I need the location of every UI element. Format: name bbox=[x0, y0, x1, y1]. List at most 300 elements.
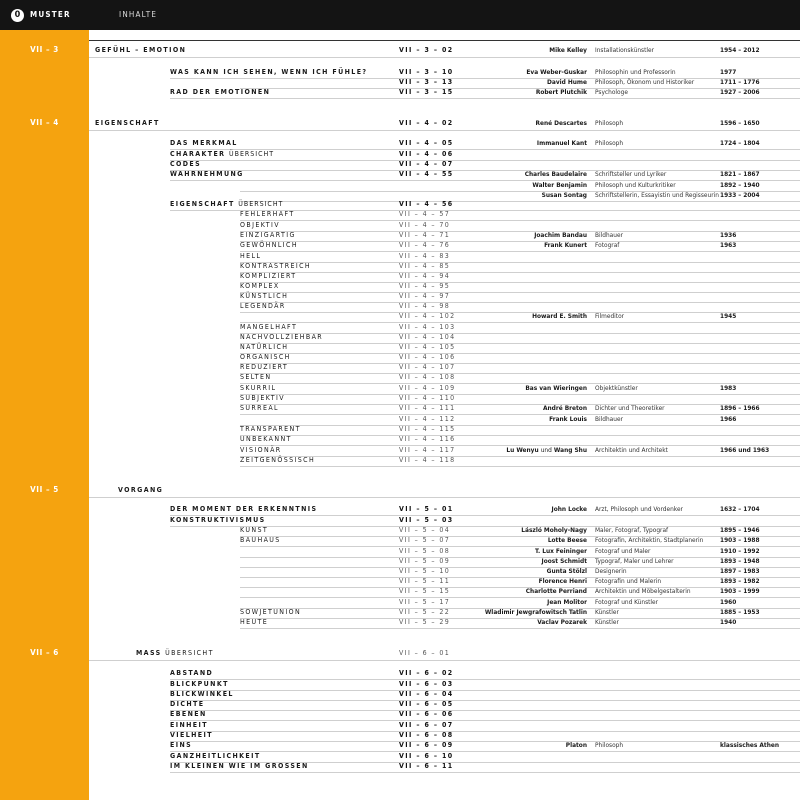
toc-item bbox=[240, 261, 311, 271]
person-name-text: Vaclav Pozarek bbox=[537, 618, 587, 626]
toc-item bbox=[170, 504, 317, 514]
person-name-text: László Moholy-Nagy bbox=[521, 526, 587, 534]
toc-item bbox=[240, 424, 301, 434]
person-description: Bildhauer bbox=[595, 231, 623, 239]
person-years: 1966 bbox=[720, 415, 737, 423]
person-years: 1903 – 1988 bbox=[720, 536, 760, 544]
section-code: VII – 3 bbox=[30, 45, 59, 54]
person-name bbox=[549, 45, 587, 55]
toc-item bbox=[240, 434, 292, 444]
toc-code: VII – 4 – 116 bbox=[399, 435, 456, 443]
toc-code: VII – 3 – 13 bbox=[399, 78, 454, 86]
person-name bbox=[537, 617, 587, 627]
toc-item-label: ABSTAND bbox=[170, 669, 214, 677]
rule-line bbox=[89, 130, 800, 131]
toc-item bbox=[170, 668, 213, 678]
rule-line bbox=[170, 679, 800, 680]
person-years: 1966 und 1963 bbox=[720, 446, 770, 454]
toc-item-label: REDUZIERT bbox=[240, 363, 289, 371]
rule-line bbox=[240, 618, 800, 619]
toc-item-label: BLICKWINKEL bbox=[170, 690, 234, 698]
person-name bbox=[566, 740, 587, 750]
person-name-text: Joachim Bandau bbox=[534, 231, 587, 239]
toc-item bbox=[170, 159, 201, 169]
toc-code: VII – 4 – 97 bbox=[399, 292, 451, 300]
rule-line bbox=[170, 700, 800, 701]
person-name-and: und bbox=[540, 446, 552, 454]
person-name-text: René Descartes bbox=[535, 119, 587, 127]
person-name-text: Frank Louis bbox=[549, 415, 587, 423]
person-name-text: Susan Sontag bbox=[541, 191, 587, 199]
toc-code: VII – 6 – 11 bbox=[399, 762, 454, 770]
person-description: Filmeditor bbox=[595, 312, 625, 320]
person-name bbox=[547, 566, 587, 576]
person-name bbox=[535, 546, 587, 556]
toc-item-label: NATÜRLICH bbox=[240, 343, 289, 351]
person-description: Architektin und Möbelgestalterin bbox=[595, 587, 691, 595]
toc-code: VII – 4 – 104 bbox=[399, 333, 456, 341]
toc-item-label: FEHLERHAFT bbox=[240, 210, 295, 218]
person-name bbox=[526, 67, 587, 77]
person-description: Schriftstellerin, Essayistin und Regisseurin bbox=[595, 191, 719, 199]
toc-item-label: GANZHEITLICHKEIT bbox=[170, 752, 261, 760]
person-description: Philosoph bbox=[595, 139, 624, 147]
toc-code: VII – 5 – 04 bbox=[399, 526, 451, 534]
toc-item-label: DICHTE bbox=[170, 700, 205, 708]
rule-line bbox=[240, 272, 800, 273]
toc-code: VII – 4 – 110 bbox=[399, 394, 456, 402]
person-name-text: Lu Wenyu bbox=[506, 446, 539, 454]
toc-item bbox=[240, 403, 279, 413]
toc-item-label: UNBEKANNT bbox=[240, 435, 292, 443]
rule-line bbox=[240, 587, 800, 588]
toc-item bbox=[170, 761, 309, 771]
person-description: Arzt, Philosoph und Vordenker bbox=[595, 505, 683, 513]
toc-item-label: SOWJETUNION bbox=[240, 608, 302, 616]
toc-item bbox=[240, 362, 288, 372]
person-description: Typograf, Maler und Lehrer bbox=[595, 557, 674, 565]
person-name bbox=[525, 383, 587, 393]
toc-item-label: ZEITGENÖSSISCH bbox=[240, 456, 316, 464]
toc-item-label: WAHRNEHMUNG bbox=[170, 170, 244, 178]
rule-line bbox=[240, 597, 800, 598]
rule-line bbox=[240, 282, 800, 283]
person-description: Philosoph bbox=[595, 741, 624, 749]
toc-code: VII – 5 – 09 bbox=[399, 557, 451, 565]
person-name-text: Lotte Beese bbox=[547, 536, 587, 544]
rule-line bbox=[240, 425, 800, 426]
toc-code: VII – 4 – 55 bbox=[399, 170, 454, 178]
toc-code: VII – 4 – 70 bbox=[399, 221, 451, 229]
toc-code: VII – 4 – 85 bbox=[399, 262, 451, 270]
toc-item-label: HELL bbox=[240, 252, 262, 260]
person-years: klassisches Athen bbox=[720, 741, 780, 749]
rule-line bbox=[240, 435, 800, 436]
person-name-text: Wladimir Jewgrafowitsch Tatlin bbox=[484, 608, 587, 616]
person-description: Fotograf bbox=[595, 241, 620, 249]
person-name-text: Mike Kelley bbox=[549, 46, 587, 54]
person-years: 1885 – 1953 bbox=[720, 608, 760, 616]
toc-item bbox=[240, 301, 286, 311]
toc-item-label: BLICKPUNKT bbox=[170, 680, 229, 688]
toc-code: VII – 4 – 115 bbox=[399, 425, 456, 433]
toc-item bbox=[240, 291, 288, 301]
rule-line bbox=[240, 363, 800, 364]
person-name bbox=[485, 607, 587, 617]
toc-code: VII – 5 – 01 bbox=[399, 505, 454, 513]
rule-line bbox=[240, 383, 800, 384]
toc-code: VII – 4 – 105 bbox=[399, 343, 456, 351]
toc-code: VII – 4 – 57 bbox=[399, 210, 451, 218]
person-years: 1936 bbox=[720, 231, 737, 239]
person-name bbox=[548, 535, 587, 545]
toc-item-label: EINS bbox=[170, 741, 193, 749]
toc-item bbox=[240, 240, 298, 250]
person-description: Fotograf und Künstler bbox=[595, 598, 659, 606]
person-years: 1895 – 1946 bbox=[720, 526, 760, 534]
person-description: Bildhauer bbox=[595, 415, 623, 423]
toc-item bbox=[240, 352, 291, 362]
toc-item bbox=[170, 138, 238, 148]
rule-line bbox=[240, 333, 800, 334]
person-years: 1711 – 1776 bbox=[720, 78, 760, 86]
toc-code: VII – 6 – 07 bbox=[399, 721, 454, 729]
toc-code: VII – 6 – 10 bbox=[399, 752, 454, 760]
person-years: 1821 – 1867 bbox=[720, 170, 760, 178]
person-years: 1963 bbox=[720, 241, 737, 249]
toc-item bbox=[170, 169, 244, 179]
person-description: Installationskünstler bbox=[595, 46, 654, 54]
toc-code: VII – 4 – 05 bbox=[399, 139, 454, 147]
toc-code: VII – 4 – 56 bbox=[399, 200, 454, 208]
person-description: Designerin bbox=[595, 567, 627, 575]
toc-item bbox=[240, 209, 295, 219]
toc-item-label: SUBJEKTIV bbox=[240, 394, 285, 402]
person-name bbox=[536, 87, 587, 97]
rule-line bbox=[240, 546, 800, 547]
toc-item bbox=[240, 281, 280, 291]
rule-line bbox=[240, 373, 800, 374]
toc-item bbox=[240, 220, 280, 230]
rule-line bbox=[240, 231, 800, 232]
rule-line bbox=[170, 751, 800, 752]
person-years: 1892 – 1940 bbox=[720, 181, 760, 189]
person-years: 1903 – 1999 bbox=[720, 587, 760, 595]
toc-item-label: RAD DER EMOTIONEN bbox=[170, 88, 271, 96]
person-years: 1896 – 1966 bbox=[720, 404, 760, 412]
toc-code: VII – 3 – 15 bbox=[399, 88, 454, 96]
section-title bbox=[136, 648, 214, 658]
rule-line bbox=[170, 690, 800, 691]
person-description: Maler, Fotograf, Typograf bbox=[595, 526, 669, 534]
toc-item bbox=[170, 751, 261, 761]
toc-item-label: VISIONÄR bbox=[240, 446, 282, 454]
person-name bbox=[539, 576, 587, 586]
rule-line bbox=[240, 456, 800, 457]
person-name bbox=[506, 445, 587, 455]
person-name bbox=[544, 240, 587, 250]
toc-item-label: IM KLEINEN WIE IM GROSSEN bbox=[170, 762, 309, 770]
toc-item-label: EINHEIT bbox=[170, 721, 208, 729]
person-years: 1927 – 2006 bbox=[720, 88, 760, 96]
rule-line bbox=[170, 731, 800, 732]
toc-code: VII – 6 – 09 bbox=[399, 741, 454, 749]
section-title-suffix: ÜBERSICHT bbox=[165, 649, 214, 657]
toc-item-label: NACHVOLLZIEHBAR bbox=[240, 333, 324, 341]
toc-item-label: SELTEN bbox=[240, 373, 272, 381]
toc-code: VII – 4 – 98 bbox=[399, 302, 451, 310]
rule-line bbox=[240, 557, 800, 558]
rule-line bbox=[89, 40, 800, 41]
toc-item-label: TRANSPARENT bbox=[240, 425, 301, 433]
person-years: 1977 bbox=[720, 68, 737, 76]
toc-code: VII – 4 – 103 bbox=[399, 323, 456, 331]
person-description: Fotografin und Malerin bbox=[595, 577, 662, 585]
toc-code: VII – 4 – 07 bbox=[399, 160, 454, 168]
toc-item bbox=[170, 679, 229, 689]
person-description: Architektin und Architekt bbox=[595, 446, 668, 454]
person-name bbox=[547, 77, 587, 87]
toc-item bbox=[240, 383, 276, 393]
person-name-text: Eva Weber-Guskar bbox=[526, 68, 587, 76]
toc-item bbox=[170, 515, 266, 525]
person-name-text: Charles Baudelaire bbox=[524, 170, 587, 178]
rule-line bbox=[170, 710, 800, 711]
person-years: 1910 – 1992 bbox=[720, 547, 760, 555]
toc-code: VII – 5 – 17 bbox=[399, 598, 451, 606]
rule-line bbox=[170, 772, 800, 773]
toc-code: VII – 6 – 03 bbox=[399, 680, 454, 688]
rule-line bbox=[170, 170, 800, 171]
toc-item-label: KOMPLIZIERT bbox=[240, 272, 297, 280]
person-name-text: Florence Henri bbox=[538, 577, 587, 585]
person-name-text: Joost Schmidt bbox=[541, 557, 587, 565]
person-name-text: Bas van Wieringen bbox=[525, 384, 587, 392]
person-name-text: Platon bbox=[565, 741, 587, 749]
rule-line bbox=[240, 343, 800, 344]
rule-line bbox=[240, 88, 800, 89]
rule-line bbox=[240, 404, 800, 405]
person-name-text: T. Lux Feininger bbox=[534, 547, 587, 555]
person-description: Künstler bbox=[595, 608, 619, 616]
rule-line bbox=[170, 720, 800, 721]
toc-item-label: ORGANISCH bbox=[240, 353, 291, 361]
toc-item bbox=[170, 87, 270, 97]
person-description: Philosoph bbox=[595, 119, 624, 127]
person-name-text: Immanuel Kant bbox=[536, 139, 587, 147]
toc-item bbox=[240, 525, 268, 535]
person-name-text: Frank Kunert bbox=[544, 241, 587, 249]
person-years: 1933 – 2004 bbox=[720, 191, 760, 199]
rule-line bbox=[240, 577, 800, 578]
toc-item-label: CODES bbox=[170, 160, 202, 168]
person-years: 1897 – 1983 bbox=[720, 567, 760, 575]
rule-line bbox=[240, 353, 800, 354]
toc-code: VII – 4 – 111 bbox=[399, 404, 456, 412]
toc-item bbox=[170, 689, 234, 699]
toc-item bbox=[240, 322, 297, 332]
rule-line bbox=[240, 628, 800, 629]
toc-item-label: KOMPLEX bbox=[240, 282, 280, 290]
toc-item-label: WAS KANN ICH SEHEN, WENN ICH FÜHLE? bbox=[170, 68, 368, 76]
toc-code: VII – 4 – 108 bbox=[399, 373, 456, 381]
toc-item-label: VIELHEIT bbox=[170, 731, 213, 739]
person-description: Philosoph, Ökonom und Historiker bbox=[595, 78, 695, 86]
toc-code: VII – 6 – 05 bbox=[399, 700, 454, 708]
person-name-text: Walter Benjamin bbox=[532, 181, 587, 189]
section-title-text: GEFÜHL – EMOTION bbox=[95, 46, 187, 54]
person-name-text: John Locke bbox=[551, 505, 587, 513]
toc-item bbox=[240, 342, 288, 352]
person-description: Philosoph und Kulturkritiker bbox=[595, 181, 676, 189]
person-years: 1960 bbox=[720, 598, 737, 606]
rule-line bbox=[170, 98, 800, 99]
person-name-text: Charlotte Perriand bbox=[525, 587, 587, 595]
toc-item bbox=[240, 271, 297, 281]
toc-code: VII – 4 – 83 bbox=[399, 252, 451, 260]
toc-item-suffix: ÜBERSICHT bbox=[229, 150, 275, 158]
toc-item-label: MANGELHAFT bbox=[240, 323, 298, 331]
toc-item-label: SURREAL bbox=[240, 404, 279, 412]
toc-item-label: GEWÖHNLICH bbox=[240, 241, 298, 249]
toc-item-label: CHARAKTER bbox=[170, 150, 226, 158]
toc-item-label: OBJEKTIV bbox=[240, 221, 280, 229]
header-muster: MUSTER bbox=[30, 10, 71, 19]
person-description: Psychologe bbox=[595, 88, 628, 96]
toc-code: VII – 5 – 15 bbox=[399, 587, 451, 595]
toc-code: VII – 4 – 112 bbox=[399, 415, 456, 423]
person-description: Künstler bbox=[595, 618, 619, 626]
toc-item bbox=[240, 455, 315, 465]
person-years: 1724 – 1804 bbox=[720, 139, 760, 147]
toc-code: VII – 4 – 95 bbox=[399, 282, 451, 290]
person-name-text: André Breton bbox=[542, 404, 587, 412]
section-title-text: VORGANG bbox=[118, 486, 164, 494]
index-badge: 0 bbox=[11, 9, 24, 22]
section-code: VII – 4 bbox=[30, 118, 59, 127]
toc-code: VII – 6 – 01 bbox=[399, 649, 451, 657]
person-years: 1632 – 1704 bbox=[720, 505, 760, 513]
rule-line bbox=[170, 741, 800, 742]
toc-item-label: BAUHAUS bbox=[240, 536, 281, 544]
toc-item-label: KONSTRUKTIVISMUS bbox=[170, 516, 266, 524]
toc-item-suffix: ÜBERSICHT bbox=[238, 200, 284, 208]
rule-line bbox=[89, 497, 800, 498]
toc-item bbox=[240, 372, 271, 382]
rule-line bbox=[240, 536, 800, 537]
rule-line bbox=[240, 394, 800, 395]
toc-code: VII – 4 – 106 bbox=[399, 353, 456, 361]
toc-code: VII – 4 – 76 bbox=[399, 241, 451, 249]
toc-item bbox=[170, 740, 192, 750]
person-name-second: Wang Shu bbox=[553, 446, 587, 454]
rule-line bbox=[240, 220, 800, 221]
person-name bbox=[534, 230, 587, 240]
toc-item-label: KÜNSTLICH bbox=[240, 292, 289, 300]
section-title bbox=[95, 45, 186, 55]
rule-line bbox=[240, 414, 800, 415]
person-name bbox=[549, 414, 587, 424]
person-description: Objektkünstler bbox=[595, 384, 638, 392]
section-title-text: MASS bbox=[136, 649, 162, 657]
toc-code: VII – 3 – 10 bbox=[399, 68, 454, 76]
person-name-text: Howard E. Smith bbox=[532, 312, 587, 320]
toc-code: VII – 5 – 07 bbox=[399, 536, 451, 544]
toc-code: VII – 6 – 08 bbox=[399, 731, 454, 739]
toc-item bbox=[170, 67, 367, 77]
toc-item bbox=[240, 393, 285, 403]
person-description: Dichter und Theoretiker bbox=[595, 404, 665, 412]
rule-line bbox=[240, 312, 800, 313]
toc-item bbox=[240, 251, 261, 261]
toc-code: VII – 4 – 102 bbox=[399, 312, 456, 320]
rule-line bbox=[240, 201, 800, 202]
toc-item bbox=[240, 332, 323, 342]
toc-code: VII – 4 – 107 bbox=[399, 363, 456, 371]
person-name bbox=[525, 169, 587, 179]
rule-line bbox=[89, 660, 800, 661]
toc-item bbox=[240, 230, 296, 240]
rule-line bbox=[240, 466, 800, 467]
rule-line bbox=[240, 251, 800, 252]
rule-line bbox=[240, 302, 800, 303]
person-years: 1983 bbox=[720, 384, 737, 392]
toc-code: VII – 4 – 02 bbox=[399, 119, 454, 127]
person-years: 1893 – 1982 bbox=[720, 577, 760, 585]
toc-item bbox=[170, 720, 208, 730]
toc-item-label: EIGENSCHAFT bbox=[170, 200, 235, 208]
section-code: VII – 6 bbox=[30, 648, 59, 657]
toc-item bbox=[170, 699, 204, 709]
toc-code: VII – 4 – 117 bbox=[399, 446, 456, 454]
toc-code: VII – 5 – 10 bbox=[399, 567, 451, 575]
rule-line bbox=[89, 57, 800, 58]
person-description: Schriftsteller und Lyriker bbox=[595, 170, 667, 178]
toc-item-label: KONTRASTREICH bbox=[240, 262, 312, 270]
section-title bbox=[95, 118, 160, 128]
rule-line bbox=[240, 262, 800, 263]
toc-code: VII – 5 – 08 bbox=[399, 547, 451, 555]
person-name bbox=[543, 403, 587, 413]
rule-line bbox=[170, 78, 800, 79]
person-name bbox=[542, 190, 587, 200]
person-years: 1940 bbox=[720, 618, 737, 626]
person-name-text: Gunta Stölzl bbox=[546, 567, 587, 575]
toc-code: VII – 5 – 22 bbox=[399, 608, 451, 616]
toc-code: VII – 4 – 06 bbox=[399, 150, 454, 158]
person-name-text: Jean Molitor bbox=[547, 598, 587, 606]
toc-item-label: EBENEN bbox=[170, 710, 207, 718]
toc-item-label: HEUTE bbox=[240, 618, 269, 626]
section-title-text: EIGENSCHAFT bbox=[95, 119, 160, 127]
toc-code: VII – 5 – 29 bbox=[399, 618, 451, 626]
toc-code: VII – 4 – 71 bbox=[399, 231, 451, 239]
person-name bbox=[532, 311, 587, 321]
toc-item bbox=[170, 149, 274, 159]
person-description: Philosophin und Professorin bbox=[595, 68, 676, 76]
toc-code: VII – 4 – 94 bbox=[399, 272, 451, 280]
section-code: VII – 5 bbox=[30, 485, 59, 494]
person-name bbox=[526, 586, 587, 596]
toc-item-label: SKURRIL bbox=[240, 384, 277, 392]
person-name bbox=[521, 525, 587, 535]
rule-line bbox=[170, 180, 800, 181]
header-inhalte: INHALTE bbox=[119, 10, 158, 19]
toc-item bbox=[240, 617, 268, 627]
toc-code: VII – 5 – 11 bbox=[399, 577, 451, 585]
toc-item bbox=[170, 709, 207, 719]
person-name bbox=[537, 138, 587, 148]
